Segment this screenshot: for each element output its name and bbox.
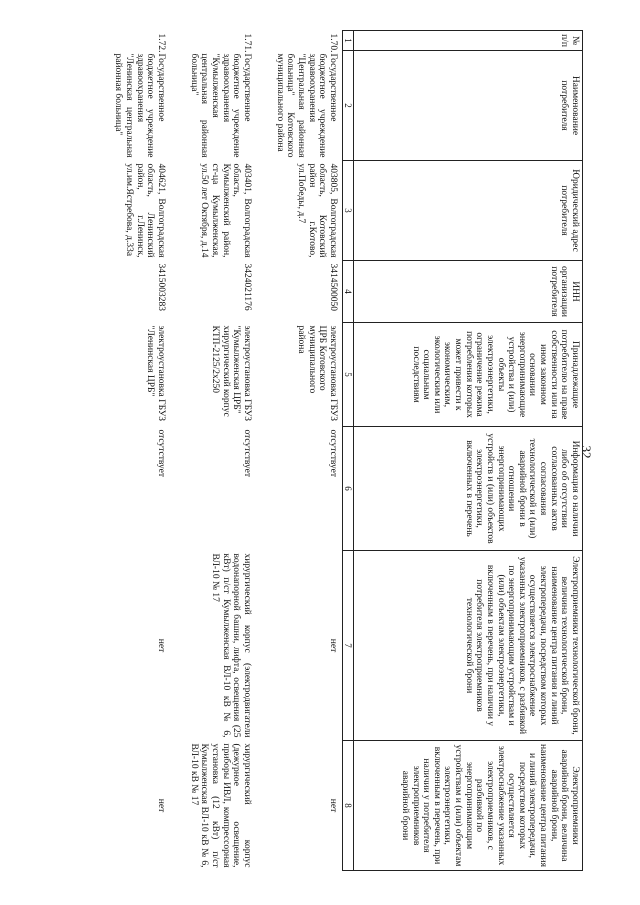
emergency-reserve-value: нет	[155, 798, 166, 813]
header-technological-reserve: Электроприемники технологической брони, величина технологической брони, наименование центра питания и линий электропередачи, посредством которых осуществляется электроснабжение указанных электроприемников, с разбивкой по энергопринимающим устройствам и (или) объектам электроэнергетики, включенным в перечень, при наличии у потребителя электроприемников технологической брони	[354, 551, 583, 741]
header-number: № п/п	[354, 31, 583, 51]
consumer-name: Государственное бюджетное учреждение здравоохранения "Ленинская центральная районная больница"	[113, 53, 166, 158]
header-inn: ИНН организации потребителя	[354, 261, 583, 323]
table-header-row	[354, 31, 583, 871]
column-number: 3	[342, 161, 353, 261]
header-legal-address: Юридический адрес потребителя	[354, 161, 583, 261]
table-row	[180, 31, 254, 871]
header-reserve-acts: Информация о наличии либо об отсутствии согласованных актов согласования технологической и (или) аварийной брони в отношении энергопринимающих устройств и (или) объектов электроэнергетики, включенных в перечень	[354, 427, 583, 551]
reserve-acts-status: отсутствует	[241, 429, 252, 478]
header-emergency-reserve: Электроприемники аварийной брони, величина аварийной брони, наименование центра питания и линий электропередачи, посредством которых осуществляется электроснабжение указанных электроприемников, с разбивкой по энергопринимающим устройствам и (или) объектам электроэнергетики, включенным в перечень, при наличии у потребителя электроприемников аварийной брони	[354, 741, 583, 871]
legal-address: 404621, Волгоградская область, Ленинский район, г.Ленинск, ул.им.Ястребова, д.33а	[124, 163, 166, 258]
facility-description: электроустановка ГБУЗ "Кумылженская ЦРБ" хирургический корпус КТП-2125/2х250	[210, 325, 252, 422]
table-row	[94, 31, 168, 871]
inn-value: 3424021176	[241, 263, 252, 311]
column-number: 1	[342, 31, 353, 51]
consumer-table	[94, 30, 583, 871]
legal-address: 403401, Волгоградская область, Кумылженский район, ст-ца Кумылженская, ул.50 лет Октября, д.14	[199, 163, 252, 258]
facility-description: электроустановка ГБУЗ ЦРБ Котовского муниципального района	[296, 325, 338, 422]
page-number: 32	[579, 445, 594, 459]
consumer-name: Государственное бюджетное учреждение здравоохранения "Кумылженская центральная районная больница"	[188, 53, 252, 158]
column-number: 7	[342, 551, 353, 741]
header-facilities: Принадлежащие потребителю на праве собственности или на ином законном основании энергопринимающие устройства и (или) объекты электроэнергетики, ограничение режима потребления которых может привести к экономическим, экологическим или социальным последствиям	[354, 323, 583, 427]
column-number-row	[342, 31, 353, 871]
inn-value: 3414500050	[327, 263, 338, 311]
table-row	[266, 31, 343, 871]
column-number: 2	[342, 51, 353, 161]
header-consumer-name: Наименование потребителя	[354, 51, 583, 161]
column-number: 5	[342, 323, 353, 427]
column-number: 8	[342, 741, 353, 871]
technological-reserve-value: хирургический корпус (электродвигатели водонапорной башни, лифта, освещения (25 кВт) п/ст Кумылженская ВЛ-10 кВ № 6, ВЛ-10 № 17	[210, 553, 252, 738]
technological-reserve-value: нет	[155, 638, 166, 653]
row-number: 1.72.	[155, 33, 166, 53]
column-number: 4	[342, 261, 353, 323]
technological-reserve-value: нет	[327, 638, 338, 653]
row-number: 1.71.	[241, 33, 252, 53]
facility-description: электроустановка ГБУЗ "Ленинская ЦРБ"	[145, 325, 166, 422]
consumer-name: Государственное бюджетное учреждение здравоохранения "Центральная районная больница" Котовского муниципального района	[274, 53, 338, 158]
emergency-reserve-value: хирургический корпус (дежурное освещение, приборы ИВЛ, компрессорная установка (12 кВт) п/ст Кумылженская ВЛ-10 кВ № 6, ВЛ-10 кВ № 17	[188, 743, 252, 868]
column-number: 6	[342, 427, 353, 551]
reserve-acts-status: отсутствует	[327, 429, 338, 478]
reserve-acts-status: отсутствует	[155, 429, 166, 478]
inn-value: 3415003283	[155, 263, 166, 311]
rotated-page-content	[38, 30, 583, 870]
row-number: 1.70.	[327, 33, 338, 53]
legal-address: 403805, Волгоградская область, Котовский район г.Котово, ул.Победы, д.7	[296, 163, 338, 258]
emergency-reserve-value: нет	[327, 798, 338, 813]
